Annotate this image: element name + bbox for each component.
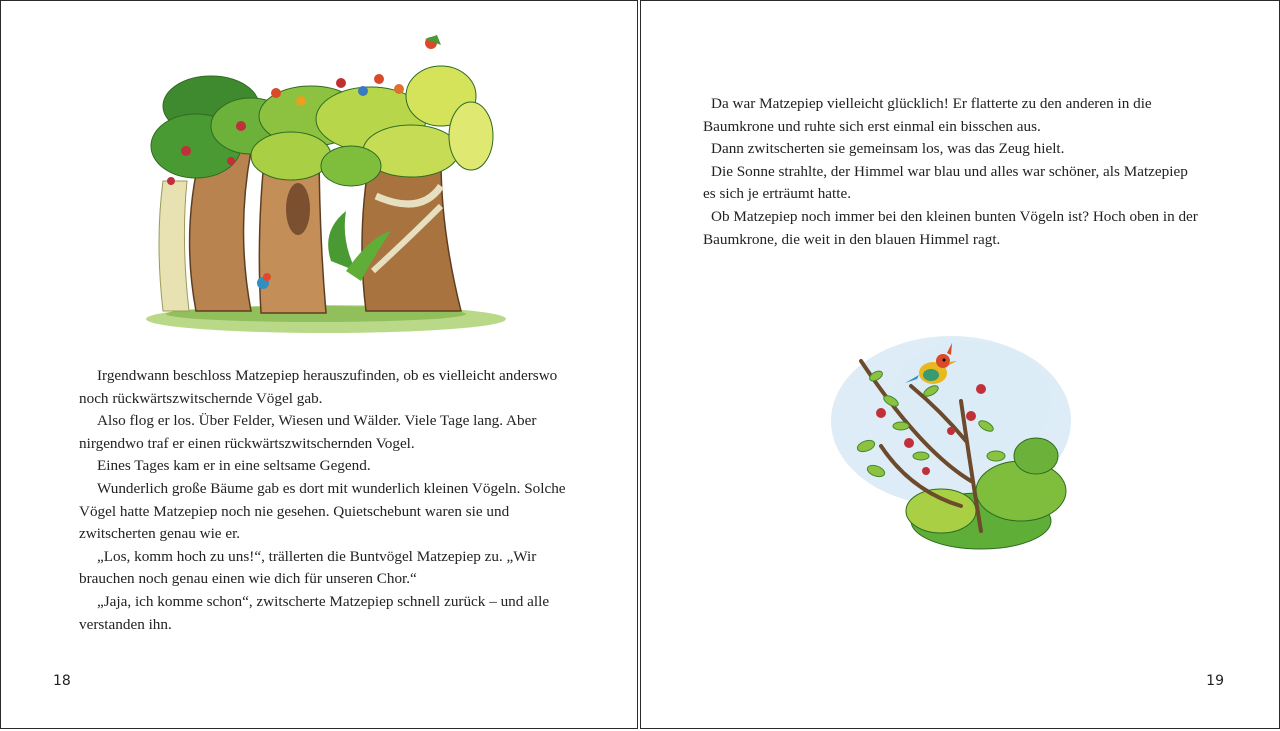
paragraph: Die Sonne strahlte, der Himmel war blau und alles war schöner, als Matzepiep es sich je erträumt hatte. (703, 162, 1188, 203)
page-number-left: 18 (53, 673, 71, 689)
page-number-right: 19 (1206, 673, 1224, 689)
paragraph: Dann zwitscherten sie gemeinsam los, was das Zeug hielt. (711, 140, 1065, 158)
right-page-text (703, 93, 1203, 251)
paragraph: Irgendwann beschloss Matzepiep herauszufinden, ob es vielleicht anderswo noch rückwärtszwitschernde Vögel gab. (79, 367, 558, 407)
bird-on-branch-illustration (821, 331, 1081, 556)
paragraph: Also flog er los. Über Felder, Wiesen und Wälder. Viele Tage lang. Aber nirgendwo traf er einen rückwärtszwitschernden Vogel. (79, 412, 537, 452)
left-page (0, 0, 638, 729)
paragraph: Ob Matzepiep noch immer bei den kleinen bunten Vögeln ist? Hoch oben in der Baumkrone, die weit in den blauen Himmel ragt. (703, 207, 1198, 248)
paragraph: „Los, komm hoch zu uns!“, trällerten die Buntvögel Matzepiep zu. „Wir brauchen noch genau einen wie dich für unseren Chor.“ (79, 547, 537, 588)
tree-illustration (141, 31, 511, 341)
right-page (640, 0, 1280, 729)
paragraph: Wunderlich große Bäume gab es dort mit wunderlich kleinen Vögeln. Solche Vögel hatte Matzepiep noch nie gesehen. Quietschebunt waren sie und zwitscherten genau wie er. (79, 479, 566, 543)
paragraph: Eines Tages kam er in eine seltsame Gegend. (97, 457, 371, 475)
paragraph: „Jaja, ich komme schon“, zwitscherte Matzepiep schnell zurück – und alle verstanden ihn. (79, 592, 550, 633)
left-page-text (79, 365, 573, 636)
paragraph: Da war Matzepiep vielleicht glücklich! Er flatterte zu den anderen in die Baumkrone und ruhte sich erst einmal ein bisschen aus. (703, 95, 1152, 135)
